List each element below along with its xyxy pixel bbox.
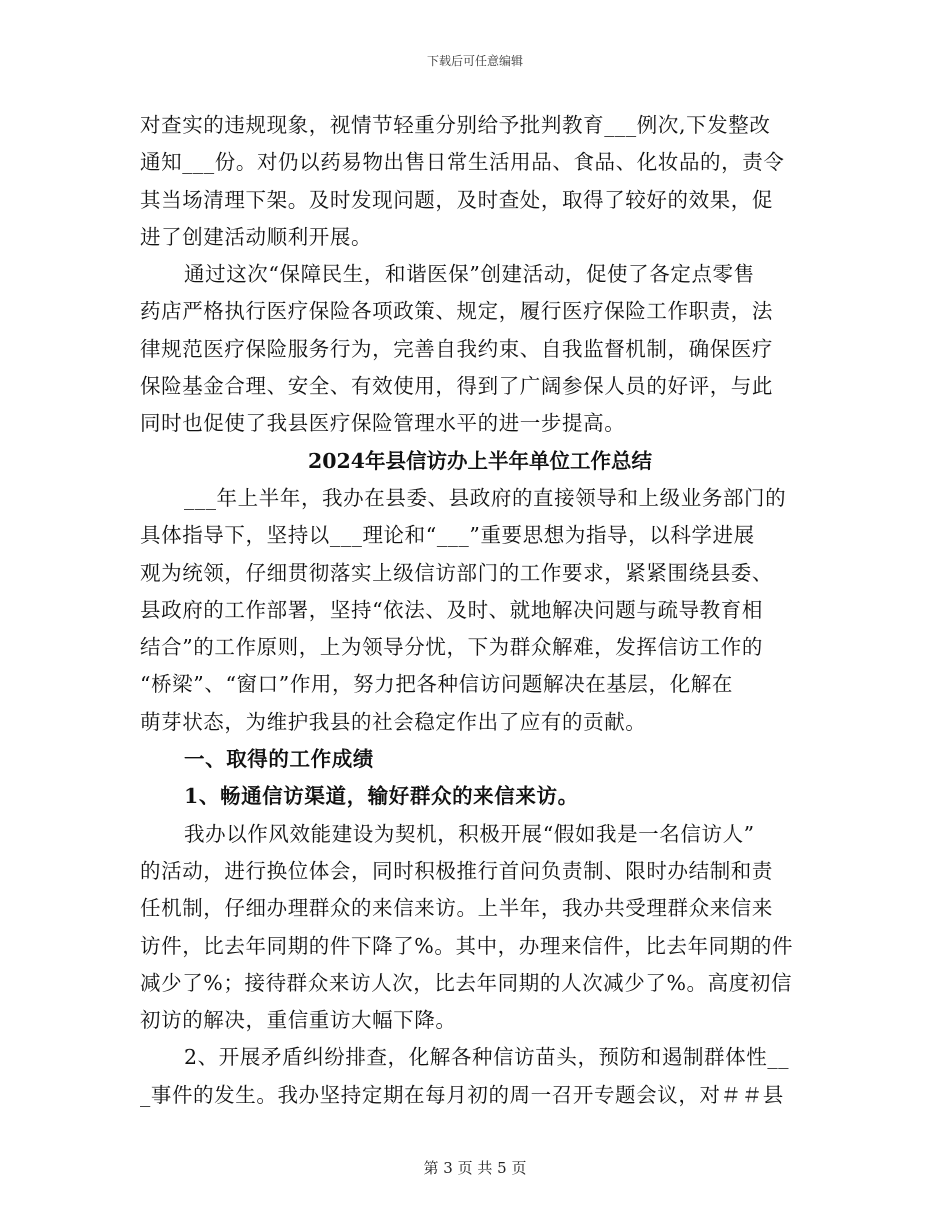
text-line: 一、取得的工作成绩	[184, 747, 374, 772]
page-footer: 第 3 页 共 5 页	[423, 1159, 527, 1177]
text-line: 任机制，仔细办理群众的来信来访。上半年，我办共受理群众来信来	[140, 896, 773, 921]
text-line: ___年上半年，我办在县委、县政府的直接领导和上级业务部门的	[184, 485, 787, 510]
text-line: 同时也促使了我县医疗保险管理水平的进一步提高。	[140, 411, 626, 436]
text-line: 萌芽状态，为维护我县的社会稳定作出了应有的贡献。	[140, 709, 647, 734]
text-line: 县政府的工作部署，坚持“依法、及时、就地解决问题与疏导教育相	[140, 597, 763, 622]
text-line: 保险基金合理、安全、有效使用，得到了广阔参保人员的好评，与此	[140, 374, 773, 399]
text-line: 结合”的工作原则，上为领导分忧，下为群众解难，发挥信访工作的	[140, 635, 763, 660]
text-line: 具体指导下，坚持以___理论和“___”重要思想为指导，以科学进展	[140, 523, 755, 548]
text-line: 进了创建活动顺利开展。	[140, 224, 373, 249]
text-line: 访件，比去年同期的件下降了%。其中，办理来信件，比去年同期的件	[140, 933, 794, 958]
text-line: 律规范医疗保险服务行为，完善自我约束、自我监督机制，确保医疗	[140, 336, 773, 361]
text-line: 的活动，进行换位体会，同时积极推行首问负责制、限时办结制和责	[140, 858, 773, 883]
text-line: 2、开展矛盾纠纷排查，化解各种信访苗头，预防和遏制群体性__	[184, 1045, 790, 1070]
text-line: 对查实的违规现象，视情节轻重分别给予批判教育___例次,下发整改	[140, 113, 771, 137]
page-header: 下载后可任意编辑	[426, 54, 523, 68]
text-line: 其当场清理下架。及时发现问题，及时查处，取得了较好的效果，促	[140, 187, 773, 212]
document-body	[140, 107, 820, 1114]
text-line: _事件的发生。我办坚持定期在每月初的周一召开专题会议，对＃＃县	[140, 1082, 784, 1107]
text-line: 药店严格执行医疗保险各项政策、规定，履行医疗保险工作职责，法	[140, 299, 773, 324]
text-line: 1、畅通信访渠道，输好群众的来信来访。	[184, 784, 579, 809]
text-line: 初访的解决，重信重访大幅下降。	[140, 1008, 457, 1033]
text-line: 通知___份。对仍以药易物出售日常生活用品、食品、化妆品的，责令	[140, 150, 785, 175]
text-line: 观为统领，仔细贯彻落实上级信访部门的工作要求，紧紧围绕县委、	[140, 560, 773, 585]
text-line: “桥梁”、“窗口”作用，努力把各种信访问题解决在基层，化解在	[140, 672, 733, 697]
section-title: 2024年县信访办上半年单位工作总结	[307, 448, 653, 473]
text-line: 减少了%；接待群众来访人次，比去年同期的人次减少了%。高度初信	[140, 970, 793, 995]
text-line: 通过这次“保障民生，和谐医保”创建活动，促使了各定点零售	[184, 262, 755, 287]
text-line: 我办以作风效能建设为契机，积极开展“假如我是一名信访人”	[184, 821, 755, 846]
